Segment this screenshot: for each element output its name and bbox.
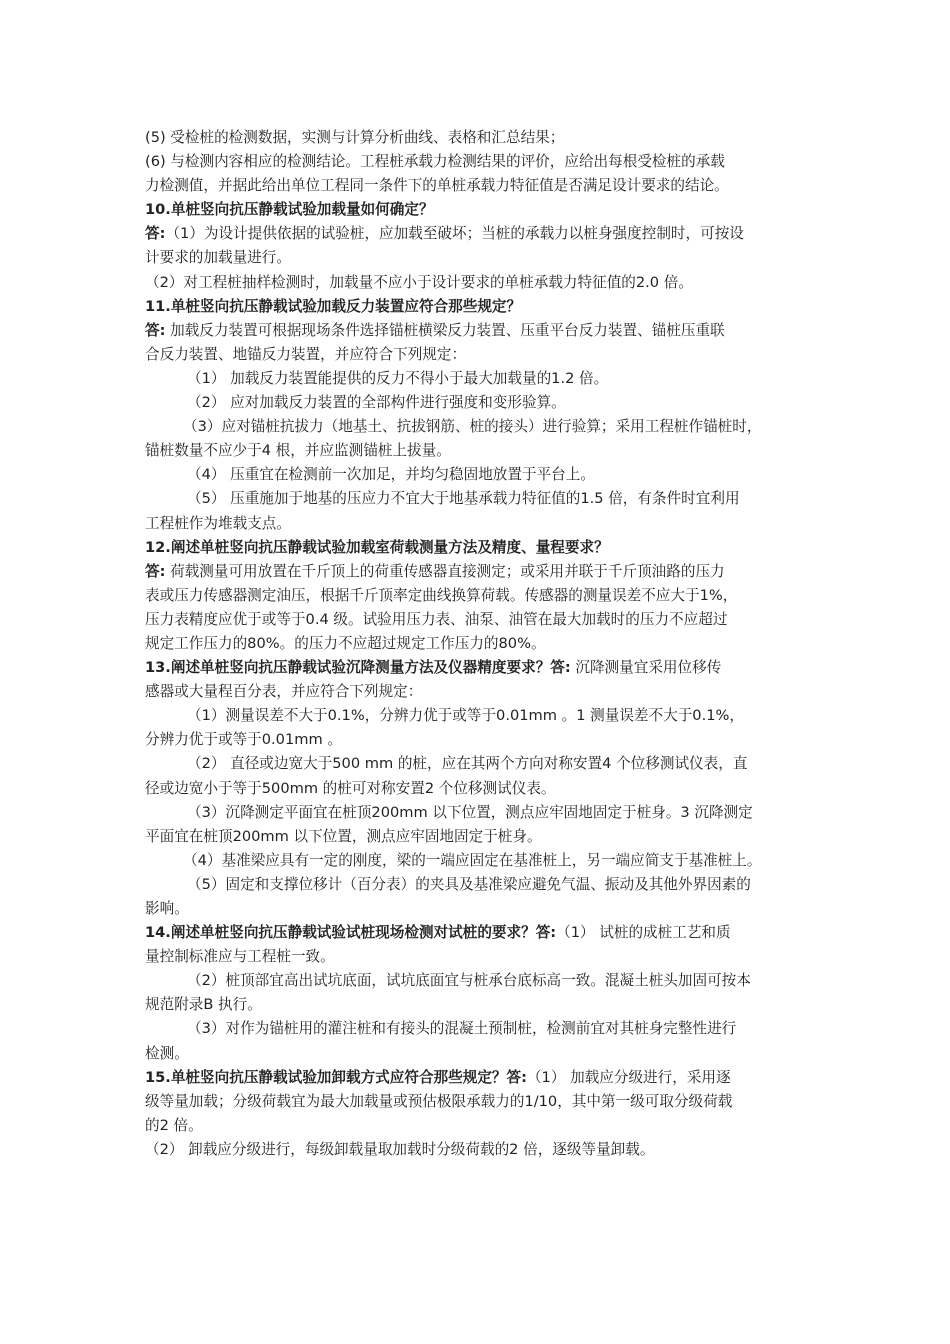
text-line: 力检测值，并据此给出单位工程同一条件下的单桩承载力特征值是否满足设计要求的结论。 — [145, 177, 729, 195]
question-13-line — [145, 656, 815, 680]
list-item: （2）桩顶部宜高出试坑底面，试坑底面宜与桩承台底标高一致。混凝土桩头加固可按本 — [187, 972, 751, 990]
list-item: （2） 应对加载反力装置的全部构件进行强度和变形验算。 — [187, 394, 566, 412]
answer-label: 答: — [145, 321, 166, 339]
text-line: 计要求的加载量进行。 — [145, 249, 291, 267]
question-15-heading: 15.单桩竖向抗压静载试验加卸载方式应符合那些规定？答: — [145, 1068, 527, 1086]
text-line: 分辨力优于或等于0.01mm 。 — [145, 731, 342, 749]
text-line: 平面宜在桩顶200mm 以下位置，测点应牢固地固定于桩身。 — [145, 827, 542, 845]
list-item: （3）沉降测定平面宜在桩顶200mm 以下位置，测点应牢固地固定于桩身。3 沉降测定 — [187, 803, 753, 821]
text-line: 径或边宽小于等于500mm 的桩可对称安置2 个位移测试仪表。 — [145, 779, 556, 797]
list-item: （4）基准梁应具有一定的刚度，梁的一端应固定在基准桩上，另一端应简支于基准桩上。 — [183, 851, 762, 869]
text-line: 工程桩作为堆载支点。 — [145, 514, 291, 532]
text-line: 检测。 — [145, 1044, 189, 1062]
answer-text: （1） 试桩的成桩工艺和质 — [556, 924, 731, 942]
question-15-line — [145, 1066, 815, 1090]
answer-line — [145, 222, 815, 246]
text-line: 级等量加载；分级荷载宜为最大加载量或预估极限承载力的1/10，其中第一级可取分级荷载 — [145, 1092, 733, 1110]
list-item: （2） 直径或边宽大于500 mm 的桩，应在其两个方向对称安置4 个位移测试仪表，直 — [187, 755, 748, 773]
text-line: （2） 卸载应分级进行，每级卸载量取加载时分级荷载的2 倍，逐级等量卸载。 — [145, 1140, 655, 1158]
question-12-heading: 12.阐述单桩竖向抗压静载试验加载室荷载测量方法及精度、量程要求？ — [145, 538, 609, 556]
answer-label: 答: — [145, 225, 166, 243]
answer-line — [145, 319, 815, 343]
text-line: 表或压力传感器测定油压，根据千斤顶率定曲线换算荷载。传感器的测量误差不应大于1%， — [145, 586, 738, 604]
list-item: （1） 加载反力装置能提供的反力不得小于最大加载量的1.2 倍。 — [187, 369, 609, 387]
list-item: （4） 压重宜在检测前一次加足，并均匀稳固地放置于平台上。 — [187, 466, 595, 484]
text-line: 的2 倍。 — [145, 1116, 203, 1134]
text-line: 压力表精度应优于或等于0.4 级。试验用压力表、油泵、油管在最大加载时的压力不应超过 — [145, 610, 728, 628]
answer-text: （1） 加载应分级进行，采用逐 — [526, 1068, 731, 1086]
text-line: 合反力装置、地锚反力装置，并应符合下列规定： — [145, 345, 467, 363]
list-item: （3）应对锚桩抗拔力（地基土、抗拔钢筋、桩的接头）进行验算；采用工程桩作锚桩时， — [183, 418, 762, 436]
answer-text: 沉降测量宜采用位移传 — [570, 659, 722, 677]
question-11-heading: 11.单桩竖向抗压静载试验加载反力装置应符合那些规定？ — [145, 297, 522, 315]
answer-text: 荷载测量可用放置在千斤顶上的荷重传感器直接测定；或采用并联于千斤顶油路的压力 — [165, 562, 725, 580]
list-item: （1）测量误差不大于0.1%，分辨力优于或等于0.01mm 。1 测量误差不大于0.1%， — [187, 707, 744, 725]
question-13-heading: 13.阐述单桩竖向抗压静载试验沉降测量方法及仪器精度要求？答: — [145, 659, 571, 677]
document-body — [145, 126, 815, 1162]
text-line: (6) 与检测内容相应的检测结论。工程桩承载力检测结果的评价，应给出每根受检桩的承载 — [145, 153, 725, 171]
list-item: （5）固定和支撑位移计（百分表）的夹具及基准梁应避免气温、振动及其他外界因素的 — [187, 875, 751, 893]
text-line: 量控制标准应与工程桩一致。 — [145, 948, 335, 966]
list-item: （5） 压重施加于地基的压应力不宜大于地基承载力特征值的1.5 倍，有条件时宜利用 — [187, 490, 740, 508]
text-line: 规范附录B 执行。 — [145, 996, 262, 1014]
question-10-heading: 10.单桩竖向抗压静载试验加载量如何确定？ — [145, 201, 434, 219]
text-line: 影响。 — [145, 900, 189, 917]
question-14-heading: 14.阐述单桩竖向抗压静载试验试桩现场检测对试桩的要求？答: — [145, 924, 557, 942]
text-line: 锚桩数量不应少于4 根，并应监测锚桩上拔量。 — [145, 442, 451, 460]
text-line: （2）对工程桩抽样检测时，加载量不应小于设计要求的单桩承载力特征值的2.0 倍。 — [145, 273, 693, 291]
answer-label: 答: — [145, 562, 166, 580]
answer-text: 加载反力装置可根据现场条件选择锚桩横梁反力装置、压重平台反力装置、锚桩压重联 — [165, 321, 725, 339]
text-line: 规定工作压力的80%。的压力不应超过规定工作压力的80%。 — [145, 634, 546, 652]
question-14-line — [145, 921, 815, 945]
text-line: (5) 受检桩的检测数据，实测与计算分析曲线、表格和汇总结果； — [145, 129, 565, 146]
answer-line — [145, 560, 815, 584]
list-item: （3）对作为锚桩用的灌注桩和有接头的混凝土预制桩，检测前宜对其桩身完整性进行 — [187, 1020, 737, 1038]
text-line: 感器或大量程百分表，并应符合下列规定： — [145, 683, 423, 701]
answer-text: （1）为设计提供依据的试验桩，应加载至破坏；当桩的承载力以桩身强度控制时，可按设 — [165, 225, 744, 243]
